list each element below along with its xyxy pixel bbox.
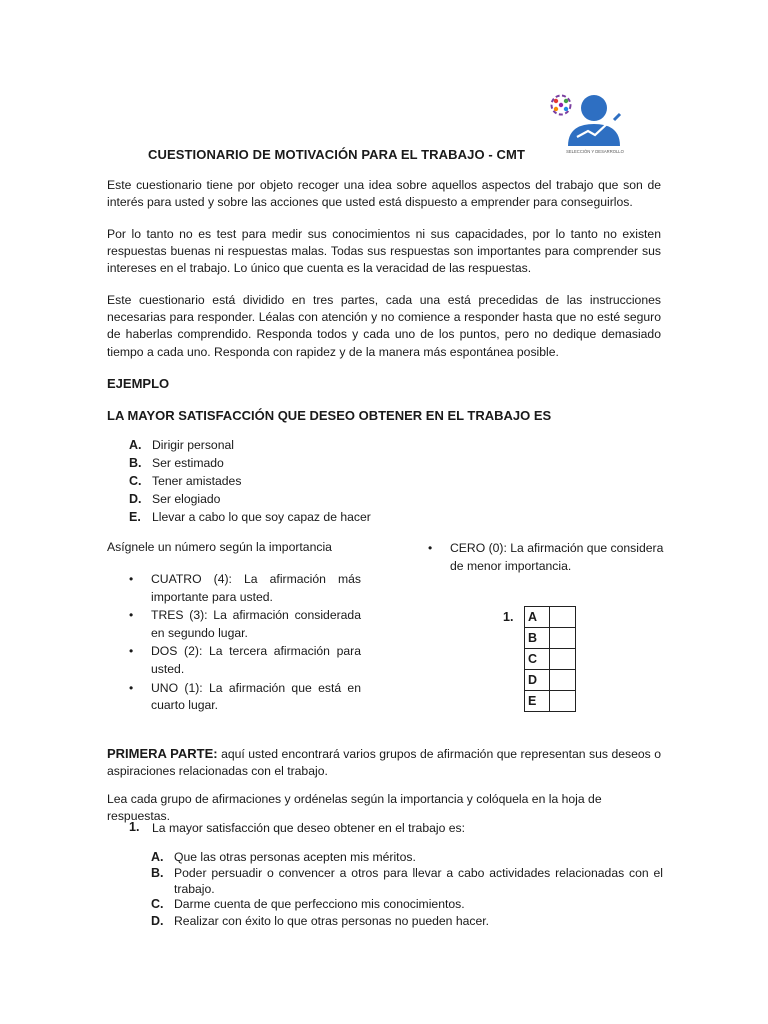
answer-number: 1. [503, 610, 514, 624]
scale-list-left [129, 571, 361, 716]
option-text: Tener amistades [152, 474, 242, 488]
option-letter: A. [151, 850, 164, 864]
intro-paragraph-1: Este cuestionario tiene por objeto recoger una idea sobre aquellos aspectos del trabajo que son de interés para usted y sobre las acciones que usted está dispuesto a emprender para conseguirlos. [107, 178, 661, 210]
option-letter: A. [129, 438, 142, 452]
scale-item: • CERO (0): La afirmación que considera de menor importancia. [428, 540, 664, 575]
scale-item: • UNO (1): La afirmación que está en cuarto lugar. [129, 680, 361, 715]
document-title: CUESTIONARIO DE MOTIVACIÓN PARA EL TRABAJO - CMT [148, 147, 525, 162]
answer-letter: A [525, 607, 550, 628]
part-one-label: PRIMERA PARTE: [107, 746, 218, 761]
option-item [151, 914, 663, 930]
option-letter: E. [129, 510, 141, 524]
option-text: Que las otras personas acepten mis méritos. [174, 850, 416, 864]
people-circle-icon [552, 96, 571, 115]
answer-table [500, 606, 576, 712]
answer-box[interactable] [550, 628, 576, 649]
answer-letter: B [525, 628, 550, 649]
part-one-text: aquí usted encontrará varios grupos de afirmación que representan sus deseos o aspiraciones relacionadas con el trabajo. [107, 747, 662, 779]
question-number: 1. [129, 820, 140, 834]
option-letter: B. [151, 866, 164, 880]
option-item [129, 491, 529, 509]
option-item [129, 473, 529, 491]
person-growth-icon [568, 95, 620, 146]
option-item [129, 455, 529, 473]
answer-letter: C [525, 649, 550, 670]
answer-box[interactable] [550, 607, 576, 628]
scale-item: • TRES (3): La afirmación considerada en segundo lugar. [129, 607, 361, 642]
option-text: Dirigir personal [152, 438, 234, 452]
answer-box[interactable] [550, 691, 576, 712]
option-text: Llevar a cabo lo que soy capaz de hacer [152, 510, 371, 524]
option-text: Realizar con éxito lo que otras personas no pueden hacer. [174, 914, 490, 928]
option-text: Ser elogiado [152, 492, 221, 506]
example-heading: EJEMPLO [107, 376, 170, 391]
example-question: LA MAYOR SATISFACCIÓN QUE DESEO OBTENER EN EL TRABAJO ES [107, 408, 552, 423]
scale-list-right [428, 540, 664, 576]
instruction-paragraph: Lea cada grupo de afirmaciones y ordénelas según la importancia y colóquela en la hoja de respuestas. [107, 792, 602, 824]
answer-letter: E [525, 691, 550, 712]
option-letter: D. [129, 492, 142, 506]
logo-caption: SELECCIÓN Y DESARROLLO [566, 149, 624, 154]
assign-instruction: Asígnele un número según la importancia [107, 540, 332, 554]
option-item [151, 850, 663, 866]
intro-paragraph-2: Por lo tanto no es test para medir sus conocimientos ni sus capacidades, por lo tanto no existen respuestas buenas ni respuestas malas. Todas sus respuestas son importantes para comprender sus intereses en el trabajo. Lo único que cuenta es la veracidad de las respuestas. [107, 227, 661, 276]
option-item [129, 509, 529, 527]
intro-paragraph-3: Este cuestionario está dividido en tres partes, cada una está precedidas de las instrucciones necesarias para responder. Léalas con atención y no comience a responder hasta que no esté seguro de haberlas comprendido. Responda todos y cada uno de los puntos, pero no dedique demasiado tiempo a cada uno. Responda con rapidez y de la manera más espontánea posible. [107, 293, 661, 359]
question-1 [129, 820, 669, 840]
option-item [129, 437, 529, 455]
option-letter: B. [129, 456, 142, 470]
answer-box[interactable] [550, 649, 576, 670]
scale-item: • CUATRO (4): La afirmación más importante para usted. [129, 571, 361, 606]
option-letter: D. [151, 914, 164, 928]
option-text: Ser estimado [152, 456, 224, 470]
option-letter: C. [129, 474, 142, 488]
example-options-list [129, 437, 529, 529]
answer-box[interactable] [550, 670, 576, 691]
option-item [151, 897, 663, 914]
question-text: La mayor satisfacción que deseo obtener en el trabajo es: [152, 821, 466, 835]
answer-letter: D [525, 670, 550, 691]
company-logo [548, 90, 638, 162]
part-one-paragraph [107, 745, 661, 780]
option-letter: C. [151, 897, 164, 911]
option-text: Poder persuadir o convencer a otros para llevar a cabo actividades relacionadas con el trabajo. [174, 866, 663, 896]
option-text: Darme cuenta de que perfecciono mis conocimientos. [174, 897, 465, 911]
option-item [151, 866, 663, 897]
question-1-options [151, 850, 663, 930]
scale-item: • DOS (2): La tercera afirmación para usted. [129, 643, 361, 678]
